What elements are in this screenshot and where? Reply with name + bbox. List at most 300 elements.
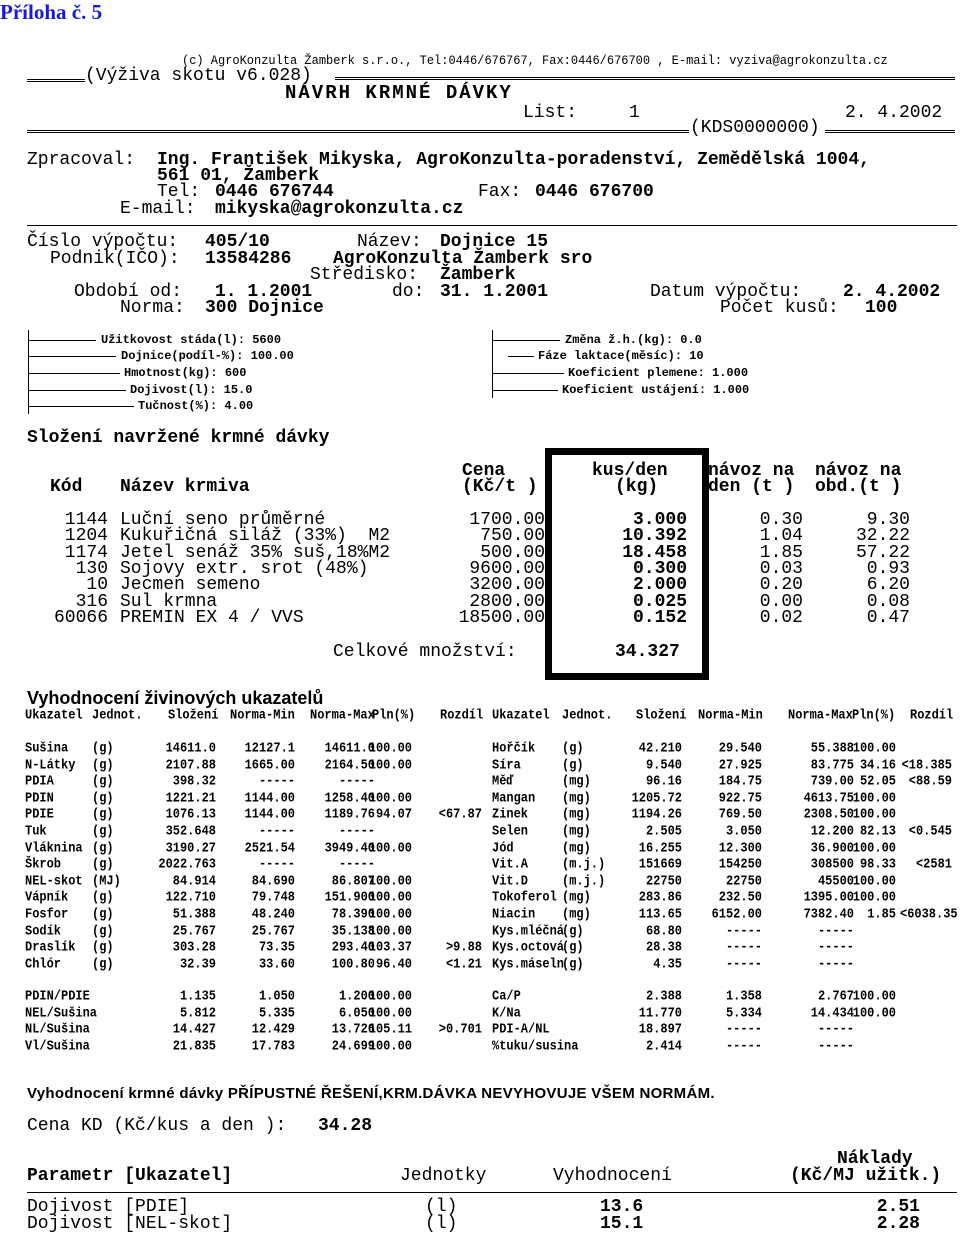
feed-price: 750.00 xyxy=(480,526,545,547)
ratio-row-min: 5.335 xyxy=(258,1004,295,1021)
nutrient-row-min: ----- xyxy=(258,856,295,873)
nutrient-row-jednot: (g) xyxy=(92,889,114,906)
ratio-row-ukazatel: NL/Sušina xyxy=(25,1021,90,1038)
nutrient-row-jednot: (g) xyxy=(92,773,114,790)
double-rule xyxy=(27,79,85,82)
nutrient-row-max: ----- xyxy=(817,939,854,956)
cislo-label: Číslo výpočtu: xyxy=(27,232,179,252)
nutrient-row-jednot: (mg) xyxy=(562,806,591,823)
nutrient-row-min: 27.925 xyxy=(718,756,762,773)
nutrient-row-pln: 100.00 xyxy=(852,789,896,807)
stredisko-label: Středisko: xyxy=(310,265,419,285)
ratio-row-ukazatel: %tuku/susina xyxy=(492,1037,579,1055)
nutrient-row-jednot: (g) xyxy=(92,939,114,956)
pocet-value: 100 xyxy=(865,298,898,318)
nutrient-row-slozeni: 398.32 xyxy=(172,773,216,790)
nutrient-row-pln: 100.00 xyxy=(368,756,412,773)
nutrient-row-jednot: (g) xyxy=(562,756,584,773)
nutrient-row-jednot: (g) xyxy=(92,839,114,856)
tel-value: 0446 676744 xyxy=(215,182,334,202)
composition-title: Složení navržené krmné dávky xyxy=(27,428,330,448)
total-label: Celkové množství: xyxy=(333,642,517,662)
nutrient-row-ukazatel: Kys.octová xyxy=(492,939,565,956)
nutrient-row-min: ----- xyxy=(258,823,295,840)
ratio-row-min: 5.334 xyxy=(725,1004,762,1021)
nutrient-row-jednot: (g) xyxy=(562,922,584,939)
nutrient-row-ukazatel: Sušina xyxy=(25,740,69,757)
nutrient-row-jednot: (g) xyxy=(92,756,114,773)
ratio-row-max: 24.699 xyxy=(331,1037,375,1055)
ratio-row-slozeni: 5.812 xyxy=(179,1004,216,1021)
obdobi-do: 31. 1.2001 xyxy=(440,282,549,302)
nutrient-row-min: 29.540 xyxy=(718,740,762,757)
nutrient-row-ukazatel: N-Látky xyxy=(25,756,76,773)
nutrient-row-jednot: (mg) xyxy=(562,889,591,906)
nutrient-row-jednot: (g) xyxy=(92,955,114,973)
ratio-row-max: ----- xyxy=(817,1021,854,1038)
nutrient-row-slozeni: 113.65 xyxy=(638,906,682,923)
nutrient-row-ukazatel: Tokoferol xyxy=(492,889,557,906)
nutrient-row-pln: 100.00 xyxy=(368,839,412,856)
nutrient-row-min: 79.748 xyxy=(251,889,295,906)
feed-name: Sojovy extr. srot (48%) xyxy=(120,558,369,579)
nutrient-row-min: 232.50 xyxy=(718,889,762,906)
ratio-row-slozeni: 14.427 xyxy=(172,1021,216,1038)
list-number: 1 xyxy=(629,103,640,123)
ratio-row-ukazatel: NEL/Sušina xyxy=(25,1004,98,1021)
feed-code: 10 xyxy=(86,575,108,596)
ratio-row-pln: 105.11 xyxy=(368,1021,412,1038)
email-value: mikyska@agrokonzulta.cz xyxy=(215,199,464,219)
feed-name: Kukuřičná siláž (33%) M2 xyxy=(120,526,391,547)
nutrient-row-max: 83.775 xyxy=(810,756,854,773)
param-tucnost: Tučnost(%): 4.00 xyxy=(138,399,254,413)
nutrient-row-max: 45500 xyxy=(817,872,854,890)
eval-vyhodnoceni: 15.1 xyxy=(600,1214,644,1234)
nutrient-row-pln: 94.07 xyxy=(375,806,412,823)
nutrient-row-slozeni: 96.16 xyxy=(645,773,682,790)
nutrient-row-max: 3949.40 xyxy=(324,839,375,856)
ratio-row-ukazatel: PDI-A/NL xyxy=(492,1021,550,1038)
nutrient-row-jednot: (g) xyxy=(562,740,584,757)
feed-navoz-den: 1.85 xyxy=(759,542,803,563)
eval-param: Dojivost [PDIE] xyxy=(27,1197,190,1217)
nutrient-row-ukazatel: PDIA xyxy=(25,773,54,790)
ratio-row-slozeni: 2.388 xyxy=(645,988,682,1005)
feed-amount: 18.458 xyxy=(622,542,687,563)
author-line1: Ing. František Mikyska, AgroKonzulta-poradenství, Zemědělská 1004, xyxy=(157,150,870,170)
feed-code: 130 xyxy=(75,558,108,579)
nutrient-row-pln: 1.85 xyxy=(867,906,896,923)
ratio-row-slozeni: 2.414 xyxy=(645,1037,682,1055)
email-label: E-mail: xyxy=(120,199,196,219)
feed-navoz-den: 0.20 xyxy=(759,575,803,596)
nut-head-left-jednot: Jednot. xyxy=(92,707,143,724)
nutrient-row-ukazatel: Chlór xyxy=(25,955,62,973)
nutrient-row-max: 35.138 xyxy=(331,922,375,939)
nutrient-row-min: ----- xyxy=(725,955,762,973)
nutrient-row-jednot: (g) xyxy=(562,939,584,956)
nutrient-row-max: 1395.00 xyxy=(803,889,854,906)
feed-name: Jetel senáž 35% suš,18%M2 xyxy=(120,542,391,563)
nutrient-row-pln: 98.33 xyxy=(859,856,896,873)
col-navoz-obd-unit: obd.(t ) xyxy=(815,477,902,497)
ratio-row-min: 17.783 xyxy=(251,1037,295,1055)
ratio-row-pln: 100.00 xyxy=(368,988,412,1005)
nutrient-row-slozeni: 1194.26 xyxy=(631,806,682,823)
nutrient-row-pln: 34.16 xyxy=(859,756,896,773)
nutrient-row-pln: 100.00 xyxy=(368,922,412,939)
ratio-row-rozdil: >0.701 xyxy=(438,1021,482,1038)
param-uzitkovost: Užitkovost stáda(l): 5600 xyxy=(101,333,282,347)
nutrient-row-max: ----- xyxy=(817,922,854,939)
nutrient-row-ukazatel: PDIN xyxy=(25,789,54,807)
nutrient-row-min: 184.75 xyxy=(718,773,762,790)
ratio-row-pln: 100.00 xyxy=(368,1037,412,1055)
divider xyxy=(27,1192,957,1193)
header-date: 2. 4.2002 xyxy=(845,103,943,123)
col-nazev: Název krmiva xyxy=(120,477,250,497)
nutrient-row-max: 1258.40 xyxy=(324,789,375,807)
nutrient-row-min: 769.50 xyxy=(718,806,762,823)
nutrient-row-slozeni: 51.388 xyxy=(172,906,216,923)
ratio-row-pln: 100.00 xyxy=(368,1004,412,1021)
ratio-row-max: 6.050 xyxy=(338,1004,375,1021)
fax-value: 0446 676700 xyxy=(535,182,654,202)
nutrient-row-max: ----- xyxy=(338,773,375,790)
nutrient-row-ukazatel: Vápník xyxy=(25,889,69,906)
feed-name: Luční seno průměrné xyxy=(120,510,326,530)
nutrient-row-slozeni: 42.210 xyxy=(638,740,682,757)
param-zmena: Změna ž.h.(kg): 0.0 xyxy=(565,333,702,347)
ratio-row-ukazatel: K/Na xyxy=(492,1004,521,1021)
nutrient-row-slozeni: 28.38 xyxy=(645,939,682,956)
param-faze: Fáze laktace(měsíc): 10 xyxy=(538,349,704,363)
nutrient-row-pln: 100.00 xyxy=(368,740,412,757)
nutrient-row-min: ----- xyxy=(725,939,762,956)
nutrient-row-max: 78.390 xyxy=(331,906,375,923)
param-koef-ustajeni: Koeficient ustájení: 1.000 xyxy=(562,383,750,397)
nutrient-row-slozeni: 2022.763 xyxy=(158,856,216,873)
nutrient-row-ukazatel: Škrob xyxy=(25,856,62,873)
nut-head-left-ukazatel: Ukazatel xyxy=(25,707,83,724)
col-navoz-den: návoz na xyxy=(708,461,795,481)
eval-col-vyhodnoceni: Vyhodnocení xyxy=(553,1166,672,1186)
nutrient-row-min: 1665.00 xyxy=(244,756,295,773)
nutrient-row-ukazatel: Hořčík xyxy=(492,740,536,757)
feed-code: 1174 xyxy=(64,542,108,563)
feed-navoz-obd: 9.30 xyxy=(866,510,910,530)
feed-navoz-obd: 6.20 xyxy=(866,575,910,596)
nutrient-row-min: 12.300 xyxy=(718,839,762,856)
evaluation-text: Vyhodnocení krmné dávky PŘÍPUSTNÉ ŘEŠENÍ,KRM.DÁVKA NEVYHOVUJE VŠEM NORMÁM. xyxy=(27,1085,715,1102)
nutrient-row-slozeni: 32.39 xyxy=(179,955,216,973)
feed-amount: 0.152 xyxy=(632,607,687,628)
ratio-row-pln: 100.00 xyxy=(852,988,896,1005)
divider xyxy=(27,225,957,226)
nutrient-row-jednot: (m.j.) xyxy=(562,872,606,890)
feed-price: 9600.00 xyxy=(469,558,545,579)
ratio-row-slozeni: 18.897 xyxy=(638,1021,682,1038)
nutrient-row-ukazatel: Měď xyxy=(492,773,514,790)
nutrient-row-slozeni: 14611.0 xyxy=(165,740,216,757)
nutrient-row-min: 6152.00 xyxy=(711,906,762,923)
podnik-value: AgroKonzulta Žamberk sro xyxy=(333,249,593,269)
nutrient-row-pln: 100.00 xyxy=(852,889,896,906)
nutrient-row-min: 1144.00 xyxy=(244,806,295,823)
nutrient-row-pln: 100.00 xyxy=(852,806,896,823)
nutrient-row-jednot: (m.j.) xyxy=(562,856,606,873)
nutrient-row-jednot: (g) xyxy=(92,823,114,840)
nutrient-row-ukazatel: Zinek xyxy=(492,806,529,823)
author-line2: 561 01, Žamberk xyxy=(157,166,320,186)
eval-jednotky: (l) xyxy=(425,1197,458,1217)
feed-navoz-obd: 57.22 xyxy=(855,542,910,563)
nutrient-row-jednot: (mg) xyxy=(562,906,591,923)
double-rule xyxy=(27,130,689,133)
double-rule xyxy=(335,77,955,80)
nutrient-row-slozeni: 2107.88 xyxy=(165,756,216,773)
nutrient-row-jednot: (mg) xyxy=(562,789,591,807)
nutrient-row-rozdil: <2581 xyxy=(915,856,952,873)
feed-navoz-den: 0.03 xyxy=(759,558,803,579)
nutrient-row-ukazatel: NEL-skot xyxy=(25,872,83,890)
eval-col-param: Parametr [Ukazatel] xyxy=(27,1166,233,1186)
nutrient-row-rozdil: <88.59 xyxy=(908,773,952,790)
eval-col-naklady-unit: (Kč/MJ užitk.) xyxy=(790,1166,942,1186)
norma-label: Norma: xyxy=(120,298,185,318)
nutrient-row-ukazatel: Vit.A xyxy=(492,856,529,873)
nutrient-row-slozeni: 9.540 xyxy=(645,756,682,773)
eval-param: Dojivost [NEL-skot] xyxy=(27,1214,233,1234)
nutrients-title: Vyhodnocení živinových ukazatelů xyxy=(27,688,324,708)
datum-label: Datum výpočtu: xyxy=(650,282,802,302)
nutrient-row-min: 154250 xyxy=(718,856,762,873)
nutrient-row-min: 22750 xyxy=(725,872,762,890)
col-cena: Cena xyxy=(462,461,506,481)
ratio-row-max: 1.200 xyxy=(338,988,375,1005)
ratio-row-min: ----- xyxy=(725,1021,762,1038)
eval-naklady: 2.51 xyxy=(876,1197,920,1217)
nutrient-row-slozeni: 303.28 xyxy=(172,939,216,956)
nutrient-row-min: 25.767 xyxy=(251,922,295,939)
nutrient-row-ukazatel: Vláknina xyxy=(25,839,83,856)
nutrient-row-slozeni: 4.35 xyxy=(653,955,682,973)
nutrient-row-rozdil: <0.545 xyxy=(908,823,952,840)
nutrient-row-min: 73.35 xyxy=(258,939,295,956)
ratio-row-min: 1.358 xyxy=(725,988,762,1005)
col-navoz-obd: návoz na xyxy=(815,461,902,481)
feed-price: 18500.00 xyxy=(458,607,545,628)
nutrient-row-pln: 100.00 xyxy=(852,740,896,757)
nutrient-row-min: ----- xyxy=(258,773,295,790)
feed-navoz-obd: 32.22 xyxy=(855,526,910,547)
nutrient-row-slozeni: 1221.21 xyxy=(165,789,216,807)
feed-price: 1700.00 xyxy=(469,510,545,530)
cena-kd-value: 34.28 xyxy=(318,1116,373,1136)
param-dojnice: Dojnice(podíl-%): 100.00 xyxy=(121,349,294,363)
nutrient-row-jednot: (mg) xyxy=(562,773,591,790)
nutrient-row-max: 1189.76 xyxy=(324,806,375,823)
nutrient-row-min: 3.050 xyxy=(725,823,762,840)
nutrient-row-pln: 82.13 xyxy=(859,823,896,840)
copyright-line: (c) AgroKonzulta Žamberk s.r.o., Tel:0446/676767, Fax:0446/676700 , E-mail: vyziva@agrokonzulta.cz xyxy=(182,53,888,69)
col-cena-unit: (Kč/t ) xyxy=(462,477,538,497)
nutrient-row-max: 293.40 xyxy=(331,939,375,956)
total-value: 34.327 xyxy=(615,642,680,662)
nutrient-row-jednot: (g) xyxy=(92,856,114,873)
tel-label: Tel: xyxy=(157,182,201,202)
eval-vyhodnoceni: 13.6 xyxy=(600,1197,644,1217)
obdobi-label: Období od: xyxy=(74,282,183,302)
nutrient-row-max: 739.00 xyxy=(810,773,854,790)
kds-code: (KDS0000000) xyxy=(690,118,820,138)
list-label: List: xyxy=(523,103,578,123)
nutrient-row-slozeni: 3190.27 xyxy=(165,839,216,856)
ratio-row-max: ----- xyxy=(817,1037,854,1055)
nutrient-row-jednot: (g) xyxy=(92,922,114,939)
nutrient-row-slozeni: 16.255 xyxy=(638,839,682,856)
pocet-label: Počet kusů: xyxy=(720,298,839,318)
nutrient-row-max: 86.807 xyxy=(331,872,375,890)
ratio-row-ukazatel: Vl/Sušina xyxy=(25,1037,90,1055)
param-koef-plemene: Koeficient plemene: 1.000 xyxy=(568,366,749,380)
nutrient-row-min: 33.60 xyxy=(258,955,295,973)
nutrient-row-pln: 100.00 xyxy=(852,872,896,890)
nutrient-row-pln: 100.00 xyxy=(368,872,412,890)
nutrient-row-jednot: (MJ) xyxy=(92,872,121,890)
nutrient-row-ukazatel: Selen xyxy=(492,823,529,840)
ratio-row-slozeni: 21.835 xyxy=(172,1037,216,1055)
param-hmotnost: Hmotnost(kg): 600 xyxy=(124,366,247,380)
nutrient-row-slozeni: 84.914 xyxy=(172,872,216,890)
ico-value: 13584286 xyxy=(205,249,292,269)
nazev-label: Název: xyxy=(357,232,422,252)
nutrient-row-pln: 100.00 xyxy=(368,789,412,807)
feed-price: 3200.00 xyxy=(469,575,545,596)
nutrient-row-max: 2164.50 xyxy=(324,756,375,773)
nutrient-row-slozeni: 22750 xyxy=(645,872,682,890)
nutrient-row-max: 14611.0 xyxy=(324,740,375,757)
feed-navoz-den: 0.30 xyxy=(759,510,803,530)
feed-amount: 10.392 xyxy=(622,526,687,547)
nutrient-row-ukazatel: Tuk xyxy=(25,823,47,840)
nutrient-row-jednot: (g) xyxy=(92,789,114,807)
program-version: (Výživa skotu v6.028) xyxy=(85,66,312,86)
nutrient-row-jednot: (g) xyxy=(92,740,114,757)
nutrient-row-min: 1144.00 xyxy=(244,789,295,807)
nutrient-row-slozeni: 352.648 xyxy=(165,823,216,840)
feed-navoz-den: 0.00 xyxy=(759,591,803,612)
nutrient-row-ukazatel: PDIE xyxy=(25,806,54,823)
nutrient-row-min: 48.240 xyxy=(251,906,295,923)
feed-price: 500.00 xyxy=(480,542,545,563)
nutrient-row-rozdil: <18.385 xyxy=(901,756,952,773)
feed-amount: 0.025 xyxy=(632,591,687,612)
nutrient-row-pln: 96.40 xyxy=(375,955,412,973)
col-kod: Kód xyxy=(50,477,83,497)
feed-code: 1204 xyxy=(64,526,108,547)
col-kus: kus/den xyxy=(592,461,668,481)
nutrient-row-max: 151.900 xyxy=(324,889,375,906)
eval-jednotky: (l) xyxy=(425,1214,458,1234)
zpracoval-label: Zpracoval: xyxy=(27,150,136,170)
nutrient-row-max: 7382.40 xyxy=(803,906,854,923)
ratio-row-min: ----- xyxy=(725,1037,762,1055)
eval-col-naklady: Náklady xyxy=(837,1149,913,1169)
ratio-row-max: 13.726 xyxy=(331,1021,375,1038)
nutrient-row-jednot: (g) xyxy=(92,906,114,923)
nutrient-row-ukazatel: Jód xyxy=(492,839,514,856)
nutrient-row-max: ----- xyxy=(817,955,854,973)
nutrient-row-slozeni: 122.710 xyxy=(165,889,216,906)
feed-name: Jecmen semeno xyxy=(120,575,261,596)
feed-amount: 3.000 xyxy=(632,510,687,530)
nutrient-row-ukazatel: Sodík xyxy=(25,922,62,939)
nutrient-row-max: 100.80 xyxy=(331,955,375,973)
eval-col-jednotky: Jednotky xyxy=(400,1166,487,1186)
norma-value: 300 Dojnice xyxy=(205,298,324,318)
nutrient-row-min: 12127.1 xyxy=(244,740,295,757)
feed-name: Sul krmna xyxy=(120,591,218,612)
ratio-row-max: 2.767 xyxy=(817,988,854,1005)
feed-navoz-obd: 0.47 xyxy=(866,607,910,628)
nutrient-row-max: 2308.50 xyxy=(803,806,854,823)
nutrient-row-max: ----- xyxy=(338,823,375,840)
ratio-row-min: 1.050 xyxy=(258,988,295,1005)
feed-amount: 2.000 xyxy=(632,575,687,596)
nutrient-row-slozeni: 151669 xyxy=(638,856,682,873)
nutrient-row-max: ----- xyxy=(338,856,375,873)
nutrient-row-pln: 52.05 xyxy=(859,773,896,790)
nutrient-row-max: 308500 xyxy=(810,856,854,873)
nutrient-row-max: 55.388 xyxy=(810,740,854,757)
feed-code: 60066 xyxy=(53,607,108,628)
ratio-row-ukazatel: Ca/P xyxy=(492,988,521,1005)
nutrient-row-jednot: (mg) xyxy=(562,823,591,840)
feed-code: 316 xyxy=(75,591,108,612)
ratio-row-ukazatel: PDIN/PDIE xyxy=(25,988,90,1005)
stredisko-value: Žamberk xyxy=(440,265,516,285)
nutrient-row-ukazatel: Kys.máseln xyxy=(492,955,565,973)
nutrient-row-slozeni: 1076.13 xyxy=(165,806,216,823)
eval-naklady: 2.28 xyxy=(876,1214,920,1234)
feed-navoz-obd: 0.93 xyxy=(866,558,910,579)
nutrient-row-jednot: (mg) xyxy=(562,839,591,856)
podnik-label: Podnik(IČO): xyxy=(50,249,180,269)
nutrient-row-jednot: (g) xyxy=(562,955,584,973)
ratio-row-slozeni: 1.135 xyxy=(179,988,216,1005)
nutrient-row-min: ----- xyxy=(725,922,762,939)
nutrient-row-pln: 100.00 xyxy=(368,889,412,906)
nutrient-row-pln: 100.00 xyxy=(368,906,412,923)
nut-head-right-jednot: Jednot. xyxy=(562,707,613,724)
col-navoz-den-unit: den (t ) xyxy=(708,477,795,497)
nutrient-row-slozeni: 68.80 xyxy=(645,922,682,939)
cislo-value: 405/10 xyxy=(205,232,270,252)
nutrient-row-rozdil: <67.87 xyxy=(438,806,482,823)
nutrient-row-jednot: (g) xyxy=(92,806,114,823)
ratio-row-slozeni: 11.770 xyxy=(638,1004,682,1021)
feed-amount: 0.300 xyxy=(632,558,687,579)
feed-navoz-den: 1.04 xyxy=(759,526,803,547)
nutrient-row-max: 4613.75 xyxy=(803,789,854,807)
col-kus-unit: (kg) xyxy=(615,477,659,497)
feed-navoz-obd: 0.08 xyxy=(866,591,910,612)
nutrient-row-slozeni: 1205.72 xyxy=(631,789,682,807)
nutrient-row-ukazatel: Draslík xyxy=(25,939,76,956)
nutrient-row-slozeni: 283.86 xyxy=(638,889,682,906)
